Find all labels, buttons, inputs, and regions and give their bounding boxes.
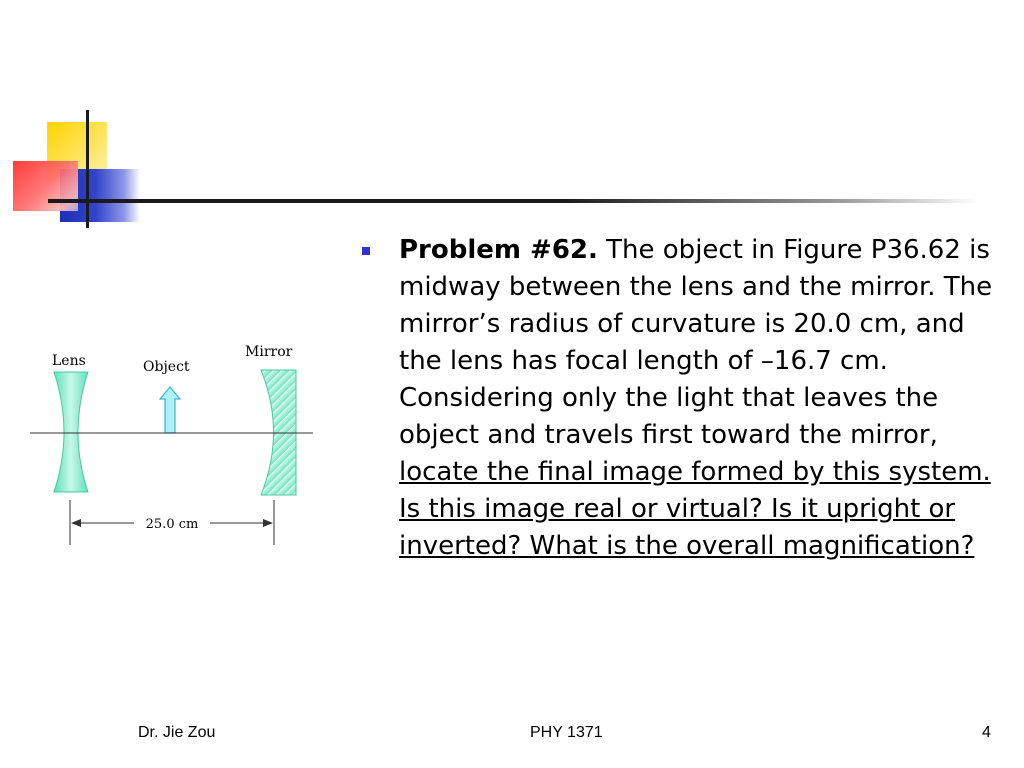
optics-figure bbox=[28, 335, 318, 550]
object-label: Object bbox=[143, 359, 190, 375]
diverging-lens bbox=[54, 372, 88, 492]
problem-question-text: locate the final image formed by this system. Is this image real or virtual? Is it upright or inverted? What is the overall magnification? bbox=[399, 457, 991, 561]
problem-title: Problem #62. bbox=[399, 235, 598, 265]
footer-author: Dr. Jie Zou bbox=[138, 724, 216, 741]
bullet-square-icon bbox=[362, 247, 370, 255]
title-divider-line bbox=[48, 199, 978, 203]
lens-label: Lens bbox=[52, 353, 86, 369]
dimension-arrow-left-icon bbox=[71, 519, 81, 527]
problem-statement bbox=[399, 232, 999, 565]
distance-label: 25.0 cm bbox=[145, 517, 199, 532]
lens-mirror-diagram bbox=[28, 335, 318, 550]
mirror-label: Mirror bbox=[245, 344, 293, 360]
footer-course: PHY 1371 bbox=[530, 724, 603, 741]
decor-red-square bbox=[13, 161, 78, 211]
problem-intro-text: The object in Figure P36.62 is midway between the lens and the mirror. The mirror’s radius of curvature is 20.0 cm, and the lens has focal length of –16.7 cm. Considering only the light that leaves the object and travels first toward the mirror, bbox=[399, 235, 993, 450]
footer-page-number: 4 bbox=[982, 724, 991, 741]
dimension-arrow-right-icon bbox=[263, 519, 273, 527]
decor-vertical-line bbox=[86, 110, 89, 228]
object-arrow-icon bbox=[160, 387, 180, 433]
